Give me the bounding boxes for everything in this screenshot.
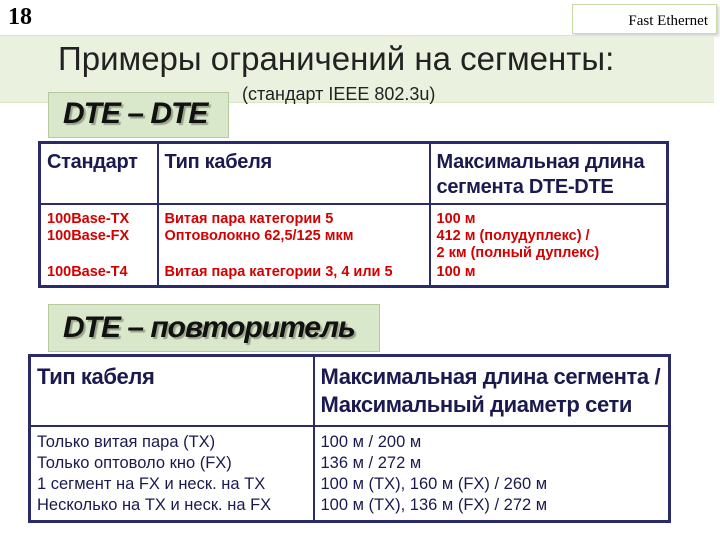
cell-line: Витая пара категории 3, 4 или 5 (164, 264, 393, 280)
topic-tag: Fast Ethernet (572, 4, 717, 34)
column-header: Стандарт (40, 143, 158, 205)
cell-line: 100Base-FX (47, 228, 130, 244)
table-cell-cable (30, 426, 314, 522)
page-subtitle: (стандарт IEEE 802.3u) (242, 84, 436, 104)
cell-line: 100 м (436, 264, 476, 280)
table-cell-length (430, 262, 668, 287)
table-cell-length (430, 204, 668, 262)
table-row (40, 204, 668, 262)
table-cell-limit (314, 426, 670, 522)
cell-line: 100 м (436, 211, 476, 227)
slide-number: 18 (8, 4, 32, 30)
column-header: Максимальная длина сегмента DTE-DTE (430, 143, 668, 205)
cell-line: 100 м (TX), 136 м (FX) / 272 м (320, 496, 548, 514)
cell-line: 100 м (TX), 160 м (FX) / 260 м (320, 475, 548, 493)
dte-repeater-table (28, 354, 671, 523)
table-header-row (30, 356, 670, 427)
cell-line: 1 сегмент на FX и неск. на TX (37, 475, 266, 493)
cell-line: 412 м (полудуплекс) / (436, 228, 590, 244)
cell-line: 100Base-T4 (47, 264, 128, 280)
column-header: Тип кабеля (158, 143, 430, 205)
cell-line: Оптоволокно 62,5/125 мкм (164, 228, 354, 244)
table-cell-cable (158, 204, 430, 262)
cell-line: 100Base-TX (47, 211, 130, 227)
cell-line: Только оптоволо кно (FX) (37, 454, 232, 472)
cell-line: Несколько на TX и неск. на FX (37, 496, 272, 514)
page-title: Примеры ограничений на сегменты: (58, 40, 615, 77)
table-cell-cable (158, 262, 430, 287)
cell-line: 100 м / 200 м (320, 433, 422, 451)
column-header: Тип кабеля (30, 356, 314, 427)
table-row (40, 262, 668, 287)
cell-line: Витая пара категории 5 (164, 211, 334, 227)
table-header-row (40, 143, 668, 205)
cell-line: 136 м / 272 м (320, 454, 422, 472)
section-label-dte-dte: DTE – DTE (48, 92, 229, 138)
section-label-dte-repeater: DTE – повторитель (48, 304, 380, 352)
table-row (30, 426, 670, 522)
cell-line: Только витая пара (TX) (37, 433, 216, 451)
dte-dte-table (38, 141, 669, 288)
column-header: Максимальная длина сегмента / Максимальный диаметр сети (314, 356, 670, 427)
cell-line: 2 км (полный дуплекс) (436, 245, 600, 261)
table-cell-standard (40, 262, 158, 287)
table-cell-standard (40, 204, 158, 262)
